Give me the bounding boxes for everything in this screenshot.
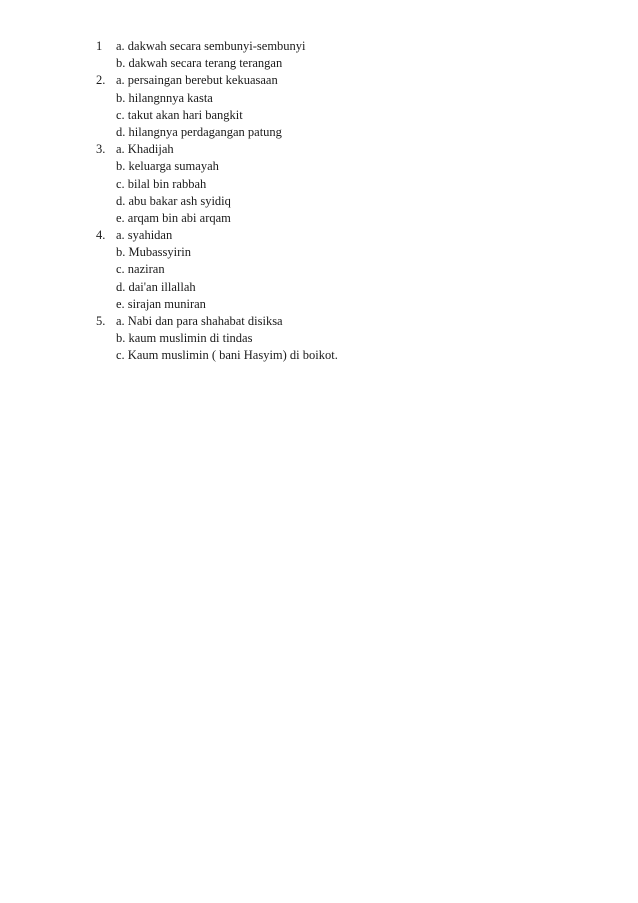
option-line: [96, 55, 596, 72]
option-line: [96, 176, 596, 193]
answer-item-4: [96, 227, 596, 313]
option-line: [96, 124, 596, 141]
answer-item-1: [96, 38, 596, 72]
option-text: e. arqam bin abi arqam: [116, 210, 231, 225]
option-text: c. bilal bin rabbah: [116, 176, 207, 191]
option-line: [96, 72, 596, 89]
option-line: [96, 107, 596, 124]
option-line: [96, 210, 596, 227]
answer-item-2: [96, 72, 596, 141]
option-line: [96, 330, 596, 347]
option-text: a. Khadijah: [116, 142, 174, 157]
option-line: [96, 141, 596, 158]
option-text: a. dakwah secara sembunyi-sembunyi: [116, 39, 306, 53]
option-line: [96, 193, 596, 210]
option-line: [96, 279, 596, 296]
option-text: b. hilangnnya kasta: [116, 90, 213, 105]
option-text: c. naziran: [116, 262, 165, 277]
option-text: d. dai'an illallah: [116, 279, 196, 294]
option-text: a. Nabi dan para shahabat disiksa: [116, 314, 283, 328]
question-number: 2.: [96, 73, 106, 88]
option-text: b. kaum muslimin di tindas: [116, 331, 253, 346]
option-text: b. Mubassyirin: [116, 245, 191, 260]
option-text: b. dakwah secara terang terangan: [116, 56, 283, 71]
option-line: [96, 90, 596, 107]
option-line: [96, 347, 596, 364]
question-number: 5.: [96, 314, 106, 328]
option-line: [96, 38, 596, 55]
question-number: 4.: [96, 228, 106, 243]
option-text: a. syahidan: [116, 228, 173, 243]
option-text: d. hilangnya perdagangan patung: [116, 124, 282, 139]
option-text: c. takut akan hari bangkit: [116, 107, 243, 122]
question-number: 1: [96, 39, 103, 53]
option-line: [96, 313, 596, 330]
answer-item-5: [96, 313, 596, 365]
option-text: d. abu bakar ash syidiq: [116, 193, 231, 208]
option-line: [96, 261, 596, 278]
option-text: b. keluarga sumayah: [116, 159, 219, 174]
option-line: [96, 158, 596, 175]
question-number: 3.: [96, 142, 106, 157]
option-text: a. persaingan berebut kekuasaan: [116, 73, 278, 88]
option-line: [96, 296, 596, 313]
option-text: c. Kaum muslimin ( bani Hasyim) di boikot.: [116, 348, 338, 363]
option-line: [96, 227, 596, 244]
answer-item-3: [96, 141, 596, 227]
option-line: [96, 244, 596, 261]
option-text: e. sirajan muniran: [116, 296, 206, 311]
answer-list: [96, 38, 596, 365]
